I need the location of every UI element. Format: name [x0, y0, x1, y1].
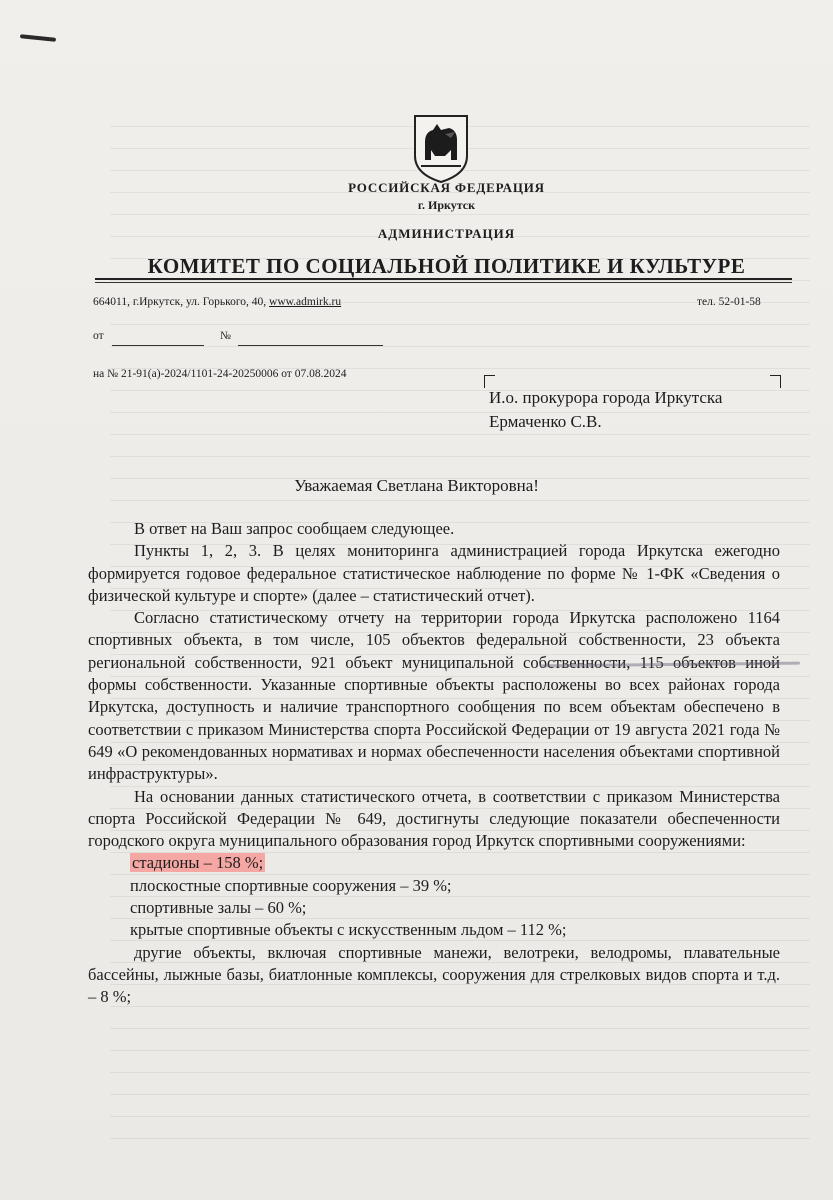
paragraph-statistics: Согласно статистическому отчету на территории города Иркутска расположено 1164 спортивных объекта, в том числе, 105 объектов федеральной собственности, 23 объекта региональной собственности, 921 объект муниципальной собственности, 115 объектов иной формы собственности. Указанные спортивные объекты расположены во всех районах города Иркутска, доступность и наличие транспортного сообщения по всем объектам обеспечено в соответствии с приказом Министерства спорта Российской Федерации от 19 августа 2021 года № 649 «О рекомендованных нормативах и нормах обеспеченности населения объектами спортивной инфраструктуры». [88, 608, 780, 784]
addressee-block [489, 386, 722, 434]
number-label: № [220, 330, 231, 342]
indicator-stadiums [88, 852, 780, 874]
irkutsk-coat-of-arms-icon [411, 112, 471, 184]
addressee-position: И.о. прокурора города Иркутска [489, 388, 723, 407]
reference-line: на № 21-91(а)-2024/1101-24-20250006 от 07.08.2024 [93, 368, 347, 380]
indicator-ice-facilities: крытые спортивные объекты с искусственным льдом – 112 %; [130, 920, 567, 940]
number-blank-line [238, 345, 383, 346]
website-link[interactable]: www.admirk.ru [269, 296, 342, 308]
header-rule-thin [95, 282, 792, 283]
indicator-flat-facilities: плоскостные спортивные сооружения – 39 %; [130, 875, 452, 895]
address-text: 664011, г.Иркутск, ул. Горького, 40, [93, 296, 267, 308]
date-label: от [93, 330, 104, 342]
phone-number: тел. 52-01-58 [697, 296, 761, 308]
letter-body [88, 518, 780, 1009]
paragraph-intro: В ответ на Ваш запрос сообщаем следующее. [134, 519, 455, 538]
header-rule [95, 278, 792, 280]
highlighted-text: стадионы – 158 %; [132, 853, 264, 873]
header-administration: АДМИНИСТРАЦИЯ [377, 226, 516, 241]
paragraph-indicators: На основании данных статистического отчета, в соответствии с приказом Министерства спорта Российской Федерации № 649, достигнуты следующие показатели обеспеченности городского округа муниципального образования город Иркутск спортивными сооружениями: [88, 786, 780, 851]
greeting: Уважаемая Светлана Викторовна! [294, 476, 539, 495]
paragraph-points-1-3: Пункты 1, 2, 3. В целях мониторинга администрацией города Иркутска ежегодно формируется годовое федеральное статистическое наблюдение по форме № 1-ФК «Сведения о физической культуре и спорте» (далее – статистический отчет). [88, 541, 780, 605]
header-country: РОССИЙСКАЯ ФЕДЕРАЦИЯ [348, 180, 545, 195]
header-committee-title: КОМИТЕТ ПО СОЦИАЛЬНОЙ ПОЛИТИКЕ И КУЛЬТУРЕ [147, 254, 746, 278]
pen-mark [20, 34, 56, 42]
address-corner-right [770, 375, 781, 388]
indicator-sports-halls: спортивные залы – 60 %; [130, 898, 307, 918]
addressee-name: Ермаченко С.В. [489, 412, 602, 431]
header-city: г. Иркутск [417, 198, 476, 212]
sender-address [93, 296, 341, 308]
indicator-other-objects: другие объекты, включая спортивные манежи, велотреки, велодромы, плавательные бассейны, лыжные базы, биатлонные комплексы, сооружения для стрелковых видов спорта и т.д. – 8 %; [88, 942, 780, 1007]
date-blank-line [112, 345, 204, 346]
